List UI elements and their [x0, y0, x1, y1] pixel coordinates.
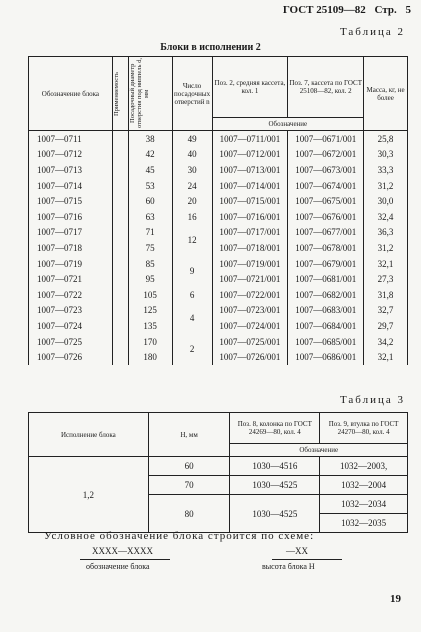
scheme-label-right: высота блока H: [262, 562, 315, 571]
pos7-cell: 1007—0685/001: [288, 334, 364, 350]
block-cell: 1007—0723: [29, 303, 113, 319]
pos7-cell: 1007—0686/001: [288, 349, 364, 365]
pos7-cell: 1007—0674/001: [288, 178, 364, 194]
block-cell: 1007—0712: [29, 147, 113, 163]
table-row: [29, 271, 408, 287]
applicability-cell: [112, 162, 128, 178]
pos2-cell: 1007—0717/001: [212, 225, 288, 241]
col-holes: Число посадочных отверстий n: [172, 57, 212, 131]
scheme-left: XXXX—XXXX: [92, 546, 153, 556]
holes-cell: 30: [172, 162, 212, 178]
col-mass: Масса, кг, не более: [364, 57, 408, 131]
mass-cell: 34,2: [364, 334, 408, 350]
pos2-cell: 1007—0714/001: [212, 178, 288, 194]
col-designation-sub3: Обозначение: [230, 444, 408, 457]
pos7-cell: 1007—0676/001: [288, 209, 364, 225]
notation-text: Условное обозначение блока строится по схеме:: [44, 530, 315, 542]
applicability-cell: [112, 318, 128, 334]
holes-cell: 49: [172, 131, 212, 147]
block-cell: 1007—0716: [29, 209, 113, 225]
mass-cell: 32,1: [364, 349, 408, 365]
table-row: [29, 193, 408, 209]
mass-cell: 25,8: [364, 131, 408, 147]
mass-cell: 32,7: [364, 303, 408, 319]
diameter-cell: 170: [128, 334, 172, 350]
applicability-cell: [112, 349, 128, 365]
block-cell: 1007—0719: [29, 256, 113, 272]
diameter-cell: 95: [128, 271, 172, 287]
col-applicability: Применяемость: [112, 71, 120, 116]
h-cell: 60: [148, 457, 230, 476]
applicability-cell: [112, 178, 128, 194]
table-row: [29, 162, 408, 178]
diameter-cell: 38: [128, 131, 172, 147]
page-header: [277, 4, 411, 16]
table-row: [29, 318, 408, 334]
mass-cell: 27,3: [364, 271, 408, 287]
pos2-cell: 1007—0715/001: [212, 193, 288, 209]
applicability-cell: [112, 334, 128, 350]
pos7-cell: 1007—0678/001: [288, 240, 364, 256]
pos7-cell: 1007—0682/001: [288, 287, 364, 303]
mass-cell: 33,3: [364, 162, 408, 178]
pos2-cell: 1007—0722/001: [212, 287, 288, 303]
pos7-cell: 1007—0672/001: [288, 147, 364, 163]
scheme-label-left: обозначение блока: [86, 562, 150, 571]
table-row: [29, 334, 408, 350]
applicability-cell: [112, 256, 128, 272]
applicability-cell: [112, 271, 128, 287]
scheme-underline-right: [272, 559, 342, 560]
table-row: [29, 349, 408, 365]
pos2-cell: 1007—0726/001: [212, 349, 288, 365]
diameter-cell: 135: [128, 318, 172, 334]
h-cell: 70: [148, 476, 230, 495]
applicability-cell: [112, 225, 128, 241]
diameter-cell: 42: [128, 147, 172, 163]
pos2-cell: 1007—0712/001: [212, 147, 288, 163]
table3: [28, 412, 408, 533]
diameter-cell: 85: [128, 256, 172, 272]
col-pos9: Поз. 9, втулка по ГОСТ 24270—80, кол. 4: [320, 413, 408, 444]
applicability-cell: [112, 209, 128, 225]
applicability-cell: [112, 193, 128, 209]
mass-cell: 31,8: [364, 287, 408, 303]
pos7-cell: 1007—0673/001: [288, 162, 364, 178]
block-cell: 1007—0715: [29, 193, 113, 209]
holes-cell: 4: [172, 303, 212, 334]
holes-cell: 24: [172, 178, 212, 194]
pos9-cell: 1032—2004: [320, 476, 408, 495]
block-cell: 1007—0724: [29, 318, 113, 334]
page-number: 19: [390, 593, 401, 605]
applicability-cell: [112, 240, 128, 256]
diameter-cell: 125: [128, 303, 172, 319]
mass-cell: 30,0: [364, 193, 408, 209]
pos2-cell: 1007—0718/001: [212, 240, 288, 256]
table3-label: Таблица 3: [339, 394, 405, 406]
pos7-cell: 1007—0679/001: [288, 256, 364, 272]
pos2-cell: 1007—0725/001: [212, 334, 288, 350]
pos7-cell: 1007—0677/001: [288, 225, 364, 241]
pos7-cell: 1007—0681/001: [288, 271, 364, 287]
holes-cell: 12: [172, 225, 212, 256]
applicability-cell: [112, 287, 128, 303]
table-row: [29, 147, 408, 163]
block-cell: 1007—0713: [29, 162, 113, 178]
col-pos7: Поз. 7, кассета по ГОСТ 25108—82, кол. 2: [288, 57, 364, 118]
table2: [28, 56, 408, 365]
table-row: [29, 131, 408, 147]
mass-cell: 31,2: [364, 178, 408, 194]
table-row: [29, 225, 408, 241]
pos9-cell: 1032—2003,: [320, 457, 408, 476]
pos8-cell: 1030—4516: [230, 457, 320, 476]
diameter-cell: 180: [128, 349, 172, 365]
pos2-cell: 1007—0711/001: [212, 131, 288, 147]
pos9-cell: 1032—2035: [320, 514, 408, 533]
table-row: [29, 178, 408, 194]
block-cell: 1007—0718: [29, 240, 113, 256]
pos2-cell: 1007—0713/001: [212, 162, 288, 178]
pos7-cell: 1007—0684/001: [288, 318, 364, 334]
pos2-cell: 1007—0723/001: [212, 303, 288, 319]
mass-cell: 32,1: [364, 256, 408, 272]
diameter-cell: 75: [128, 240, 172, 256]
block-cell: 1007—0714: [29, 178, 113, 194]
holes-cell: 40: [172, 147, 212, 163]
mass-cell: 30,3: [364, 147, 408, 163]
table-row: [29, 209, 408, 225]
h-cell: 80: [148, 495, 230, 533]
mass-cell: 31,2: [364, 240, 408, 256]
table-row: [29, 256, 408, 272]
pos8-cell: 1030—4525: [230, 476, 320, 495]
holes-cell: 6: [172, 287, 212, 303]
applicability-cell: [112, 303, 128, 319]
col-designation: Обозначение блока: [29, 57, 113, 131]
col-pos8: Поз. 8, колонка по ГОСТ 24269—80, кол. 4: [230, 413, 320, 444]
pos7-cell: 1007—0683/001: [288, 303, 364, 319]
table2-label: Таблица 2: [339, 26, 405, 38]
table-row: [29, 287, 408, 303]
holes-cell: 20: [172, 193, 212, 209]
col-seat-diameter: Посадочный диаметр отверстия под ниппель d, мм: [128, 58, 150, 129]
diameter-cell: 60: [128, 193, 172, 209]
holes-cell: 2: [172, 334, 212, 365]
pos2-cell: 1007—0716/001: [212, 209, 288, 225]
page-label: Стр.: [374, 4, 397, 16]
diameter-cell: 53: [128, 178, 172, 194]
table2-title: Блоки в исполнении 2: [160, 42, 261, 53]
block-cell: 1007—0725: [29, 334, 113, 350]
applicability-cell: [112, 147, 128, 163]
col-pos2: Поз. 2, средняя кассета, кол. 1: [212, 57, 288, 118]
pos2-cell: 1007—0719/001: [212, 256, 288, 272]
pos7-cell: 1007—0671/001: [288, 131, 364, 147]
diameter-cell: 71: [128, 225, 172, 241]
pos2-cell: 1007—0724/001: [212, 318, 288, 334]
holes-cell: 16: [172, 209, 212, 225]
col-variant: Исполнение блока: [29, 413, 149, 457]
mass-cell: 32,4: [364, 209, 408, 225]
diameter-cell: 105: [128, 287, 172, 303]
pos8-cell: 1030—4525: [230, 495, 320, 533]
block-cell: 1007—0722: [29, 287, 113, 303]
mass-cell: 36,3: [364, 225, 408, 241]
table-row: [29, 303, 408, 319]
standard-code: ГОСТ 25109—82: [282, 4, 366, 16]
pos7-cell: 1007—0675/001: [288, 193, 364, 209]
col-designation-sub: Обозначение: [212, 118, 364, 131]
col-h: H, мм: [148, 413, 230, 457]
block-cell: 1007—0717: [29, 225, 113, 241]
block-cell: 1007—0726: [29, 349, 113, 365]
table-row: [29, 240, 408, 256]
block-cell: 1007—0711: [29, 131, 113, 147]
block-cell: 1007—0721: [29, 271, 113, 287]
variant-cell: 1,2: [29, 457, 149, 533]
scheme-right: —XX: [286, 546, 308, 556]
page-num: 5: [405, 4, 411, 16]
diameter-cell: 45: [128, 162, 172, 178]
mass-cell: 29,7: [364, 318, 408, 334]
holes-cell: 9: [172, 256, 212, 287]
scheme-underline-left: [80, 559, 170, 560]
pos2-cell: 1007—0721/001: [212, 271, 288, 287]
pos9-cell: 1032—2034: [320, 495, 408, 514]
applicability-cell: [112, 131, 128, 147]
diameter-cell: 63: [128, 209, 172, 225]
